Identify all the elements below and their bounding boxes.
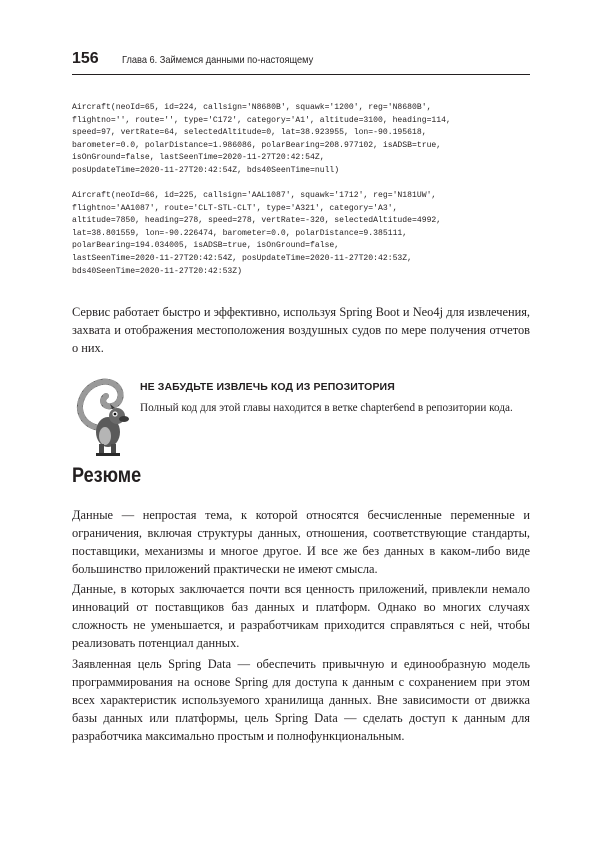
lemur-icon — [70, 368, 132, 458]
page-number: 156 — [72, 50, 99, 67]
chapter-title: Глава 6. Займемся данными по-настоящему — [122, 54, 314, 66]
page-header — [72, 50, 530, 75]
summary-paragraph: Данные, в которых заключается почти вся ценность приложений, привлекли немало инноваций от поставщиков баз данных и платформ. Однако во многих случаях сложность не уменьшается, и разработчикам приходится справляться с ней, чтобы реализовать потенциал данных. — [72, 582, 530, 650]
note-title: НЕ ЗАБУДЬТЕ ИЗВЛЕЧЬ КОД ИЗ РЕПОЗИТОРИЯ — [140, 381, 395, 393]
code-block: Aircraft(neoId=65, id=224, callsign='N8680B', squawk='1200', reg='N8680B', flightno='', route='', type='C172', category='A1', altitude=3100, heading=114, speed=97, vertRate=64, selectedAltitude=0, lat=38.923955, lon=-90.195618, barometer=0.0, polarDistance=1.986086, polarBearing=208.977102, isADSB=true, isOnGround=false, lastSeenTime=2020-11-27T20:42:54Z, posUpdateTime=2020-11-27T20:42:54Z, bds40SeenTime=null) — [72, 103, 451, 175]
code-block: Aircraft(neoId=66, id=225, callsign='AAL1087', squawk='1712', reg='N181UW', flightno='AA1087', route='CLT-STL-CLT', type='A321', category='A3', altitude=7850, heading=278, speed=278, vertRate=-320, selectedAltitude=4992, lat=38.801559, lon=-90.226474, barometer=0.0, polarDistance=9.385111, polarBearing=194.034005, isADSB=true, isOnGround=false, lastSeenTime=2020-11-27T20:42:54Z, posUpdateTime=2020-11-27T20:42:53Z, bds40SeenTime=2020-11-27T20:42:53Z) — [72, 191, 442, 276]
note-text: Полный код для этой главы находится в ветке chapter6end в репозитории кода. — [140, 402, 513, 414]
section-heading: Резюме — [72, 464, 142, 487]
summary-paragraph: Заявленная цель Spring Data — обеспечить привычную и единообразную модель программирования на основе Spring для доступа к данным с сохранением при этом всех характеристик используемого хранилища данных. Вне зависимости от движка базы данных или платформы, цель Spring Data — сделать доступ к данным для разработчика максимально простым и полнофункциональным. — [72, 657, 530, 743]
summary-paragraph: Данные — непростая тема, к которой относятся бесчисленные переменные и ограничения, включая структуры данных, отношения, соответствующие стандарты, поставщики, механизмы и многое другое. И все же без данных в каком-либо виде большинство приложений практически не имеют смысла. — [72, 508, 530, 576]
intro-paragraph: Сервис работает быстро и эффективно, используя Spring Boot и Neo4j для извлечения, захвата и отображения местоположения воздушных судов по мере получения отчетов о них. — [72, 305, 530, 355]
